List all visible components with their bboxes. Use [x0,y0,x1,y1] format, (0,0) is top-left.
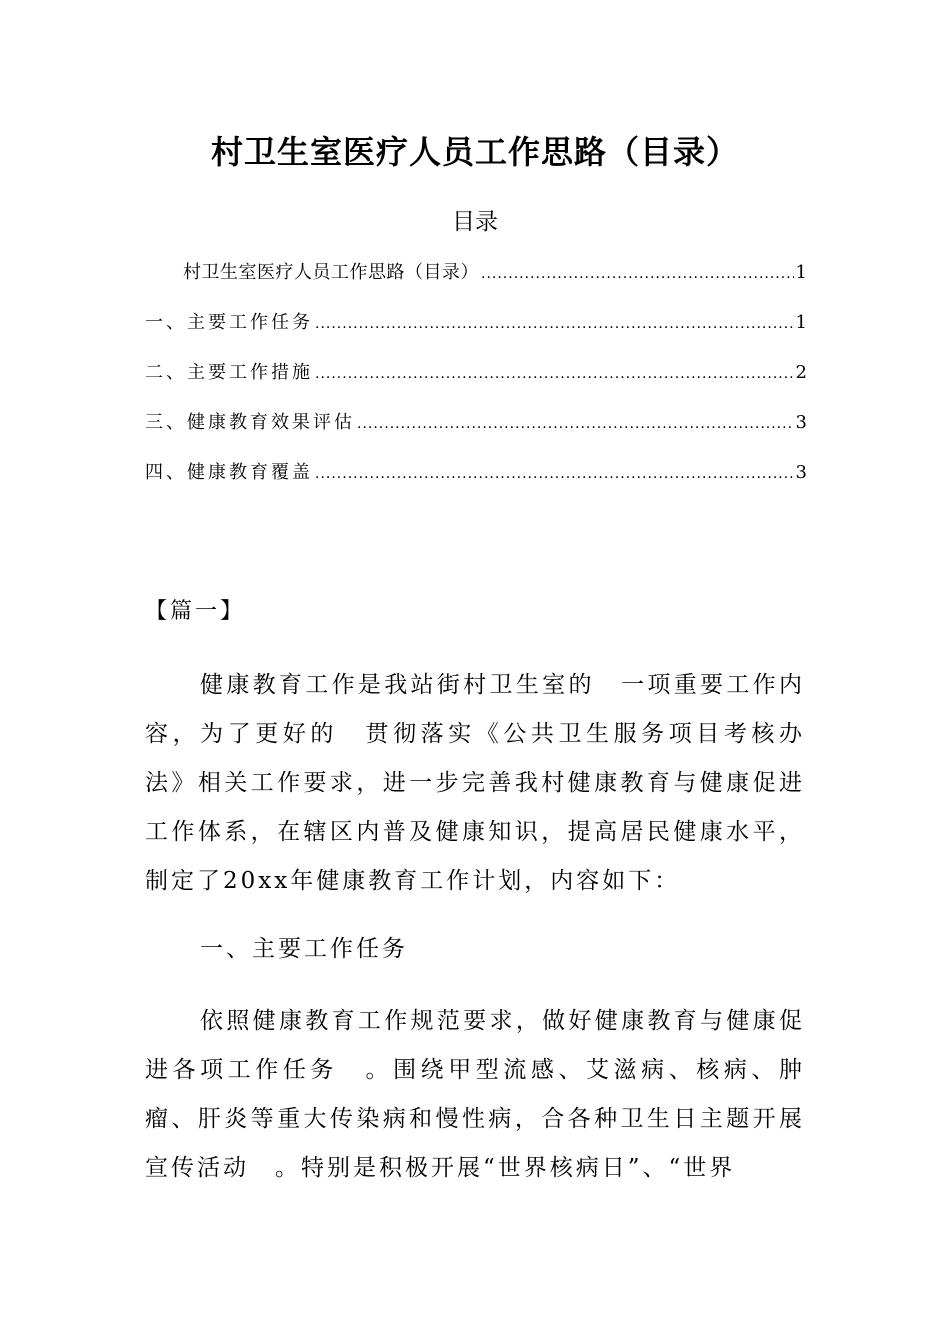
toc-page-number: 3 [795,412,807,433]
document-title: 村卫生室医疗人员工作思路（目录） [210,133,739,171]
toc-page-number: 2 [795,362,807,383]
toc-page-number: 1 [795,312,807,333]
section-heading: 一、主要工作任务 [200,936,408,962]
table-of-contents [145,255,807,505]
toc-entry[interactable] [145,455,807,505]
toc-entry-label: 二、主要工作措施 [145,362,313,383]
toc-dot-leader [357,406,794,442]
body-paragraph: 健康教育工作是我站街村卫生室的 一项重要工作内容，为了更好的 贯彻落实《公共卫生服务项目考核办法》相关工作要求，进一步完善我村健康教育与健康促进工作体系，在辖区内普及健康知识，提高居民健康水平，制定了20xx年健康教育工作计划，内容如下： [145,672,805,894]
section-label: 【篇一】 [145,599,246,624]
toc-entry-label: 一、主要工作任务 [145,312,313,333]
toc-entry[interactable] [145,355,807,405]
toc-page-number: 3 [795,462,807,483]
toc-dot-leader [315,356,794,392]
toc-entry-label: 四、健康教育覆盖 [145,462,313,483]
toc-entry[interactable] [145,305,807,355]
body-paragraph: 依照健康教育工作规范要求，做好健康教育与健康促进各项工作任务 。围绕甲型流感、艾滋病、核病、肿瘤、肝炎等重大传染病和慢性病，合各种卫生日主题开展宣传活动 。特别是积极开展“世界核病日”、“世界 [145,1008,805,1181]
toc-heading: 目录 [452,209,498,235]
toc-dot-leader [315,456,794,492]
toc-dot-leader [315,306,794,342]
toc-entry[interactable] [145,255,807,305]
toc-entry-label: 三、健康教育效果评估 [145,412,355,433]
toc-page-number: 1 [795,262,807,283]
toc-entry[interactable] [145,405,807,455]
toc-dot-leader [481,256,794,292]
toc-entry-label: 村卫生室医疗人员工作思路（目录） [183,262,479,283]
